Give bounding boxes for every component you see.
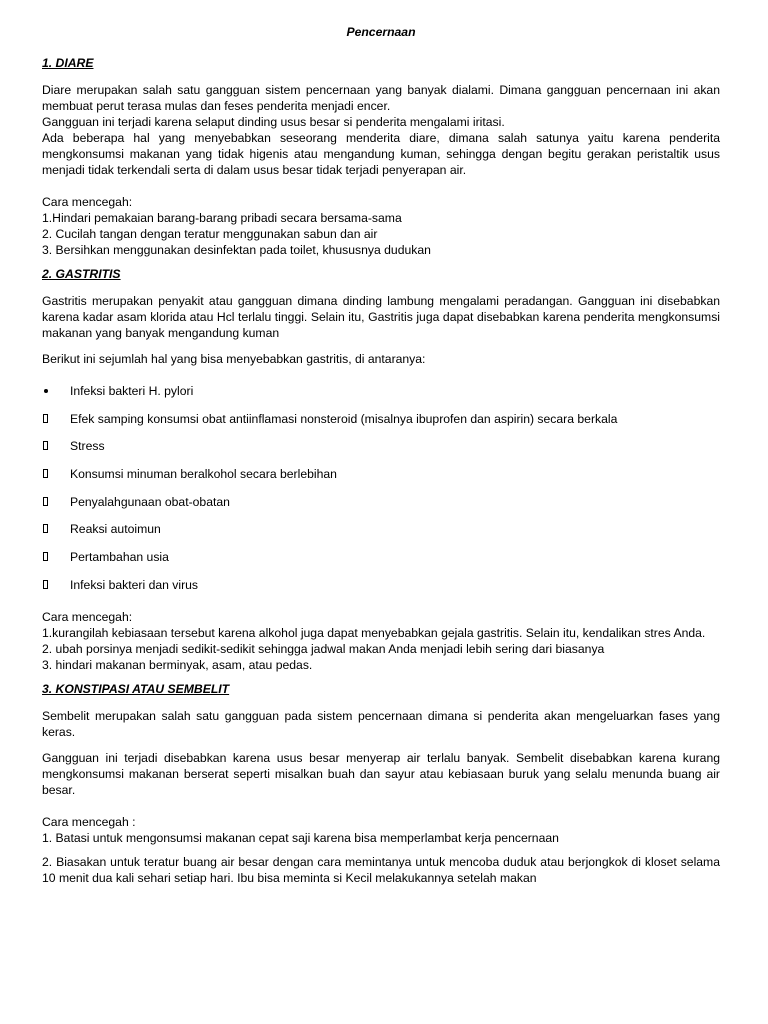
heading-diare: 1. DIARE — [42, 56, 94, 70]
diare-prevent-item: 3. Bersihkan menggunakan desinfektan pada toilet, khususnya dudukan — [42, 243, 431, 257]
list-item — [42, 577, 720, 593]
konstipasi-paragraph-1: Sembelit merupakan salah satu gangguan pada sistem pencernaan dimana si penderita akan mengeluarkan fases yang keras. — [42, 708, 720, 739]
list-item — [42, 494, 720, 510]
gastritis-causes-list — [42, 383, 720, 593]
list-item — [42, 438, 720, 454]
list-item — [42, 411, 720, 427]
diare-paragraph-3: Ada beberapa hal yang menyebabkan seseorang menderita diare, dimana salah satunya yaitu karena penderita mengkonsumsi makanan yang tidak higenis atau mengandung kuman, sehingga dengan begitu gerakan peristaltik usus menjadi tidak terkendali serta di dalam usus besar tidak terjadi penyerapan air. — [42, 131, 720, 177]
konstipasi-prevent-label: Cara mencegah : — [42, 814, 136, 829]
cause-text: Efek samping konsumsi obat antiinflamasi nonsteroid (misalnya ibuprofen dan aspirin) secara berkala — [70, 411, 618, 426]
document-title: Pencernaan — [346, 25, 416, 39]
gastritis-prevent-item: 3. hindari makanan berminyak, asam, atau pedas. — [42, 657, 313, 672]
gastritis-paragraph-1: Gastritis merupakan penyakit atau gangguan dimana dinding lambung mengalami peradangan. Gangguan ini disebabkan karena kadar asam klorida atau Hcl terlalu tinggi. Selain itu, Gastritis juga dapat disebabkan karena penderita mengkonsumsi makanan yang banyak mengandung kuman — [42, 294, 720, 340]
cause-text: Penyalahgunaan obat-obatan — [70, 494, 230, 509]
list-item — [42, 466, 720, 482]
diare-prevent-item: 2. Cucilah tangan dengan teratur menggunakan sabun dan air — [42, 227, 378, 241]
diare-prevent-item: 1.Hindari pemakaian barang-barang pribadi secara bersama-sama — [42, 211, 402, 225]
diare-prevent-label: Cara mencegah: — [42, 195, 133, 209]
gastritis-prevent-item: 1.kurangilah kebiasaan tersebut karena alkohol juga dapat menyebabkan gejala gastritis. Selain itu, kendalikan stres Anda. — [42, 625, 706, 640]
cause-text: Stress — [70, 439, 105, 454]
list-item — [42, 549, 720, 565]
cause-text: Pertambahan usia — [70, 550, 169, 565]
heading-gastritis: 2. GASTRITIS — [42, 267, 121, 281]
gastritis-paragraph-2: Berikut ini sejumlah hal yang bisa menyebabkan gastritis, di antaranya: — [42, 352, 426, 366]
diare-paragraph-2: Gangguan ini terjadi karena selaput dinding usus besar si penderita mengalami iritasi. — [42, 115, 505, 129]
cause-text: Infeksi bakteri dan virus — [70, 577, 199, 592]
diare-paragraph-1: Diare merupakan salah satu gangguan sistem pencernaan yang banyak dialami. Dimana gangguan pencernaan ini akan membuat perut terasa mulas dan feses penderita menjadi encer. — [42, 83, 720, 113]
list-item — [42, 383, 720, 399]
heading-konstipasi: 3. KONSTIPASI ATAU SEMBELIT — [42, 681, 230, 696]
gastritis-prevent-item: 2. ubah porsinya menjadi sedikit-sedikit sehingga jadwal makan Anda menjadi lebih sering dari biasanya — [42, 641, 605, 656]
cause-text: Infeksi bakteri H. pylori — [70, 384, 194, 398]
konstipasi-prevent-item: 1. Batasi untuk mengonsumsi makanan cepat saji karena bisa memperlambat kerja pencernaan — [42, 830, 559, 845]
cause-text: Konsumsi minuman beralkohol secara berlebihan — [70, 467, 337, 482]
gastritis-prevent-label: Cara mencegah: — [42, 609, 133, 624]
list-item — [42, 521, 720, 537]
document-page — [42, 24, 720, 886]
konstipasi-paragraph-2: Gangguan ini terjadi disebabkan karena usus besar menyerap air terlalu banyak. Sembelit disebabkan karena kurang mengkonsumsi makanan berserat seperti misalkan buah dan sayur atau kebiasaan buruk yang selalu menunda buang air besar. — [42, 750, 720, 797]
konstipasi-prevent-item: 2. Biasakan untuk teratur buang air besar dengan cara memintanya untuk mencoba duduk atau berjongkok di kloset selama 10 menit dua kali sehari setiap hari. Ibu bisa meminta si Kecil melakukannya setelah makan — [42, 854, 720, 885]
cause-text: Reaksi autoimun — [70, 522, 161, 537]
